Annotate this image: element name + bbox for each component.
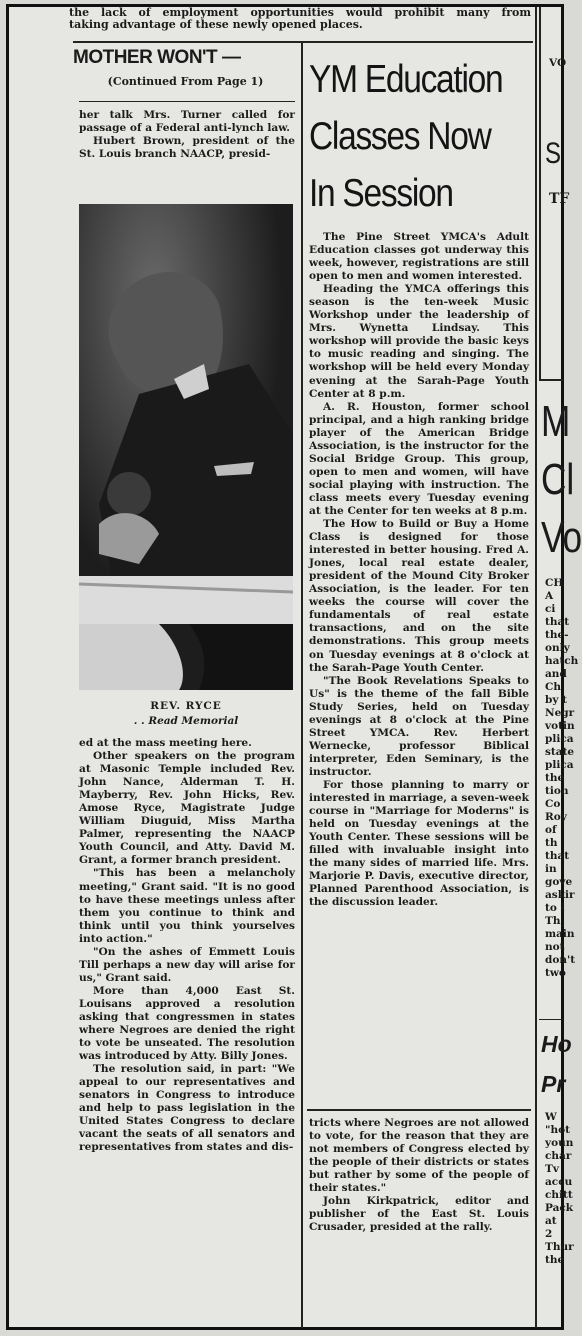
left-p3: ed at the mass meeting here. <box>79 737 252 749</box>
rline: plica <box>545 759 574 771</box>
middle-column <box>309 231 529 909</box>
right-frag-top-3: TF <box>549 191 570 207</box>
continued-line: (Continued From Page 1) <box>107 75 264 88</box>
rline: gove <box>545 876 573 888</box>
rline: CH <box>545 577 564 589</box>
left-p1: her talk Mrs. Turner called for passage of a Federal anti-lynch law. <box>79 109 295 135</box>
headline-line-2: Classes Now <box>309 115 491 158</box>
left-p2: Hubert Brown, president of the St. Louis branch NAACP, presid- <box>79 135 295 161</box>
rline: only <box>545 642 570 654</box>
rline: tion <box>545 785 569 797</box>
rline: votin <box>545 720 575 732</box>
rline: hatch <box>545 655 579 667</box>
rline: don't <box>545 954 576 966</box>
left-column-top <box>79 109 295 161</box>
main-headline <box>309 51 503 222</box>
left-p7: More than 4,000 East St. Louisans approved a resolution asking that congressmen in states where Negroes are denied the right to vote be unseated. The resolution was introduced by Atty. Billy Jones. <box>79 984 295 1063</box>
headline-line-1: YM Education <box>309 58 503 101</box>
rline2: youn <box>545 1137 574 1149</box>
rline2: chitt <box>545 1189 573 1201</box>
rline: Negr <box>545 707 575 719</box>
rline: two <box>545 967 566 979</box>
box-rule <box>539 7 541 379</box>
rline: Co <box>545 798 561 810</box>
right-rule <box>539 1019 563 1020</box>
left-p6: "On the ashes of Emmett Louis Till perhaps a new day will arise for us," Grant said. <box>79 945 295 984</box>
left-p8: The resolution said, in part: "We appeal to our representatives and senators in Congress to introduce and help to pass legislation in the United States Congress to declare vacant the seats of all senators and representatives from states and dis- <box>79 1063 295 1154</box>
mid-p1: The Pine Street YMCA's Adult Education classes got underway this week, however, registrations are still open to men and women interested. <box>309 231 529 283</box>
middle-rule <box>307 1109 531 1111</box>
photo-caption-name: REV. RYCE <box>150 700 222 712</box>
rline: plica <box>545 733 574 745</box>
rline: by t <box>545 694 567 706</box>
top-line-1: the lack of employment opportunities would prohibit many from <box>69 6 531 19</box>
portrait-image <box>79 204 293 690</box>
right-frag-top-2: S <box>545 137 562 170</box>
right-column-lines <box>545 577 579 980</box>
column-rule-1 <box>301 43 303 1328</box>
rline: the <box>545 772 565 784</box>
rline: that <box>545 850 570 862</box>
right-column-lines-2 <box>545 1111 574 1267</box>
middle-continuation <box>309 1117 529 1234</box>
rline2: W <box>545 1111 557 1123</box>
mid-p5: "The Book Revelations Speaks to Us" is the theme of the fall Bible Study Series, held on Tuesday evenings at 8 o'clock at the Pine Street YMCA. Rev. Herbert Wernecke, professor Biblical interpreter, Eden Seminary, is the instructor. <box>309 674 529 778</box>
right-headline2-2: Pr <box>541 1071 566 1097</box>
top-text <box>69 7 531 31</box>
mid-p6: For those planning to marry or interested in marriage, a seven-week course in "Marriage for Moderns" is held on Tuesday evenings at the Youth Center. These sessions will be filled with invaluable insight into the many sides of married life. Mrs. Marjorie P. Davis, executive director, Planned Parenthood Association, is the discussion leader. <box>309 778 529 909</box>
mid-p3: A. R. Houston, former school principal, and a high ranking bridge player of the American Bridge Association, is the instructor for the Social Bridge Group. This group, open to men and women, will have social playing with instruction. The class meets every Tuesday evening at the Center for ten weeks at 8 p.m. <box>309 400 529 517</box>
top-line-2: taking advantage of these newly opened places. <box>69 18 363 31</box>
mid-p4: The How to Build or Buy a Home Class is designed for those interested in better housing. Fred A. Jones, local real estate dealer, president of the Mound City Broker Association, is the leader. For ten weeks the course will cover the fundamentals of real estate transactions, and on the site demonstrations. This group meets on Tuesday evenings at 8 o'clock at the Sarah-Page Youth Center. <box>309 518 529 674</box>
rline: Ch <box>545 681 561 693</box>
rline: askir <box>545 889 575 901</box>
rline: the- <box>545 629 569 641</box>
rline: main <box>545 928 575 940</box>
rline2: the <box>545 1254 565 1266</box>
left-p4: Other speakers on the program at Masonic Temple included Rev. John Nance, Alderman T. H. Mayberry, Rev. John Hicks, Rev. Amose Ryce, Magistrate Judge William Diuguid, Miss Martha Palmer, representing the NAACP Youth Council, and Atty. David M. Grant, a former branch president. <box>79 750 295 867</box>
mid-cont: tricts where Negroes are not allowed to vote, for the reason that they are not members of Congress elected by the people of their districts or states but rather by some of the people of their states." <box>309 1117 529 1195</box>
right-headline-3: Vo <box>541 513 582 562</box>
rline2: Thur <box>545 1241 574 1253</box>
rline: state <box>545 746 575 758</box>
rline: in <box>545 863 557 875</box>
rline: and <box>545 668 567 680</box>
portrait-photo <box>79 204 293 690</box>
mid-p2: Heading the YMCA offerings this season is the ten-week Music Workshop under the leadership of Mrs. Wynetta Lindsay. This workshop will provide the basic keys to music reading and singing. The workshop will be held every Monday evening at the Sarah-Page Youth Center at 8 p.m. <box>309 283 529 400</box>
rline: of th <box>545 824 558 849</box>
right-headline-2: Cl <box>541 455 575 504</box>
right-headline2-1: Ho <box>541 1031 572 1057</box>
rline: not <box>545 941 565 953</box>
rline2: "hot <box>545 1124 570 1136</box>
rline2: char <box>545 1150 572 1162</box>
rline: to i <box>545 902 565 914</box>
newspaper-page <box>6 4 582 1330</box>
rline2: accu <box>545 1176 573 1188</box>
right-frag-top-1: VO <box>549 57 567 69</box>
rline: Th <box>545 915 561 927</box>
rline2: Pack <box>545 1202 574 1214</box>
rline: Roy <box>545 811 567 823</box>
rline: that <box>545 616 570 628</box>
photo-caption-sub: . . Read Memorial <box>133 715 239 727</box>
rline: A ci <box>545 590 556 615</box>
headline-line-3: In Session <box>309 172 453 215</box>
kicker-rule <box>79 101 295 102</box>
box-rule-bottom <box>539 379 563 381</box>
right-headline-1: M <box>541 397 571 446</box>
rline2: Tv <box>545 1163 559 1175</box>
kicker-headline: MOTHER WON'T — <box>73 47 241 68</box>
rline2: at 2 <box>545 1215 557 1240</box>
top-rule <box>73 41 533 43</box>
left-p5: "This has been a melancholy meeting," Grant said. "It is no good to have these meetings unless after them you continue to think and think until you think yourselves into action." <box>79 867 295 945</box>
mid-cont2: John Kirkpatrick, editor and publisher of the East St. Louis Crusader, presided at the rally. <box>309 1195 529 1234</box>
left-column-bottom <box>79 737 295 1155</box>
column-rule-2 <box>535 7 537 1328</box>
